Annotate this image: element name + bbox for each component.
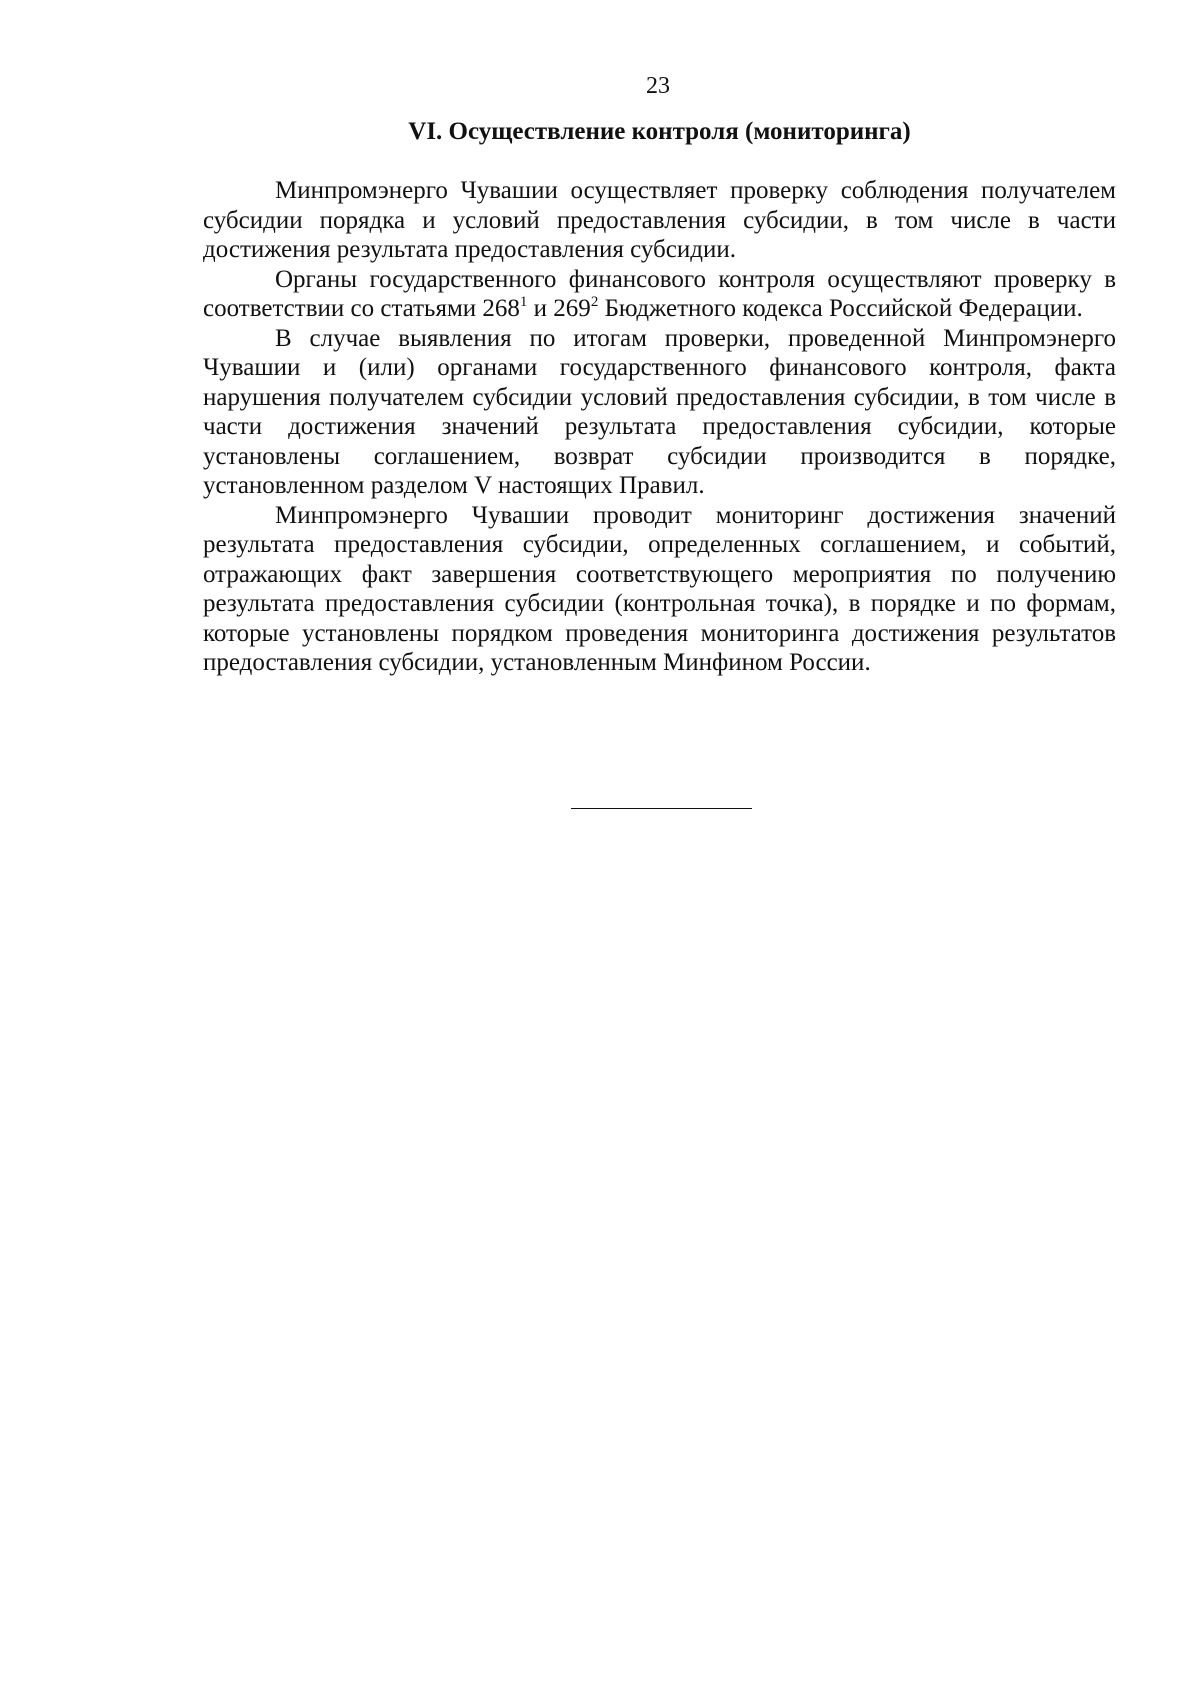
page-number: 23	[646, 73, 670, 99]
footnote-superscript-2: 2	[590, 294, 599, 310]
section-title: VI. Осуществление контроля (мониторинга)	[408, 118, 911, 145]
section-body	[203, 176, 1116, 678]
paragraph-4	[203, 501, 1116, 678]
paragraph-3-text: В случае выявления по итогам проверки, проведенной Минпромэнерго Чувашии и (или) органами государственного финансового контроля, факта нарушения получателем субсидии условий предоставления субсидии, в том числе в части достижения значений результата предоставления субсидии, которые установлены соглашением, возврат субсидии производится в порядке, установленном разделом V настоящих Правил.	[203, 324, 1116, 499]
paragraph-4-text: Минпромэнерго Чувашии проводит мониторинг достижения значений результата предоставления субсидии, определенных соглашением, и событий, отражающих факт завершения соответствующего мероприятия по получению результата предоставления субсидии (контрольная точка), в порядке и по формам, которые установлены порядком проведения мониторинга достижения результатов предоставления субсидии, установленным Минфином России.	[203, 501, 1116, 676]
paragraph-2-text-b: и 269	[527, 295, 591, 322]
paragraph-2	[203, 265, 1116, 324]
paragraph-3	[203, 324, 1116, 501]
end-of-section-rule	[571, 808, 752, 809]
paragraph-1	[203, 176, 1116, 265]
paragraph-1-text: Минпромэнерго Чувашии осуществляет проверку соблюдения получателем субсидии порядка и условий предоставления субсидии, в том числе в части достижения результата предоставления субсидии.	[203, 177, 1116, 263]
footnote-superscript-1: 1	[519, 294, 528, 310]
paragraph-2-text-a: Органы государственного финансового контроля осуществляют проверку в соответствии со статьями 268	[203, 265, 1116, 322]
paragraph-2-text-c: Бюджетного кодекса Российской Федерации.	[598, 295, 1083, 322]
